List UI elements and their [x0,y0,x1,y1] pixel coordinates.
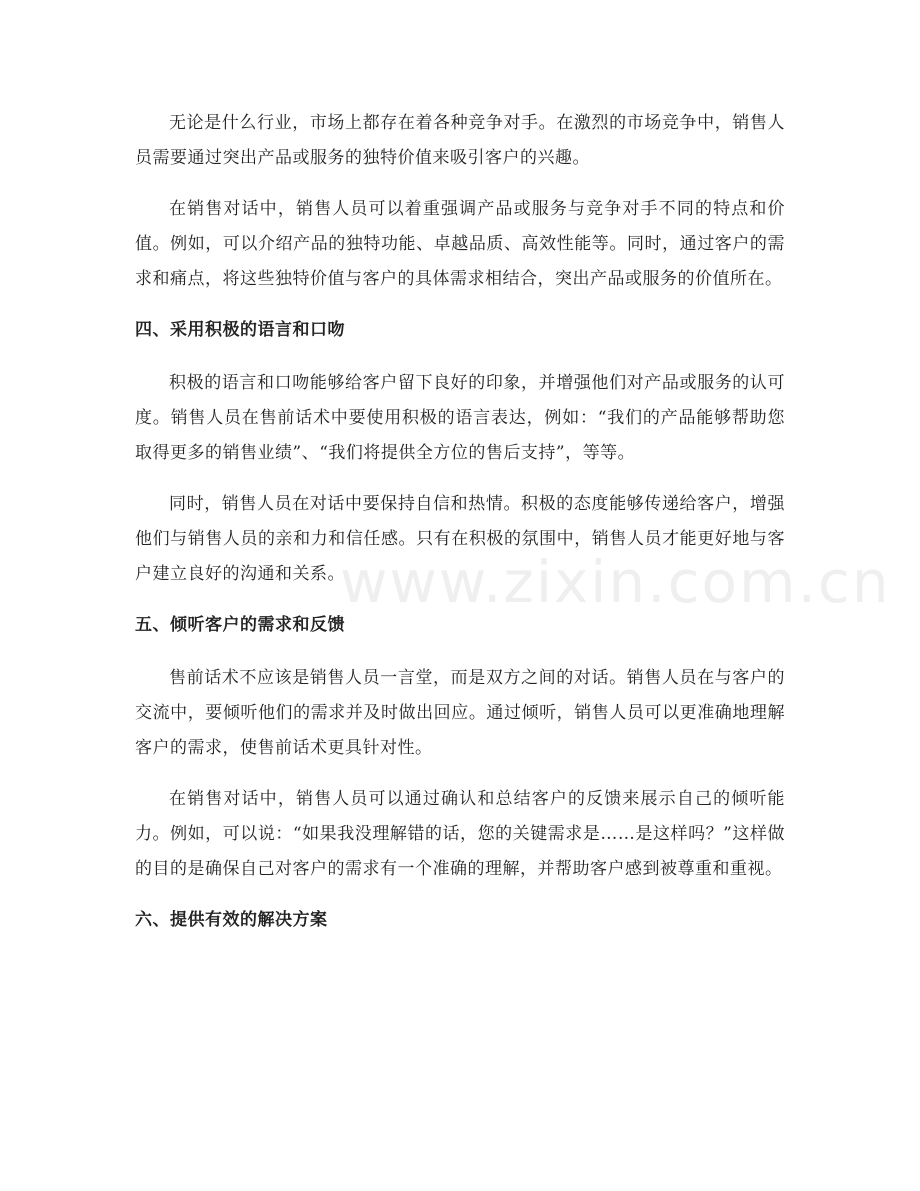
section-heading-4: 四、采用积极的语言和口吻 [135,320,345,340]
section-heading-6: 六、提供有效的解决方案 [135,910,328,930]
paragraph-confidence: 同时，销售人员在对话中要保持自信和热情。积极的态度能够传递给客户，增强他们与销售人员的亲和力和信任感。只有在积极的氛围中，销售人员才能更好地与客户建立良好的沟通和关系。 [135,494,785,584]
document-body [135,106,785,956]
watermark: www.zixin.com.cn [340,548,891,616]
paragraph-confirm-feedback: 在销售对话中，销售人员可以通过确认和总结客户的反馈来展示自己的倾听能力。例如，可以说：“如果我没理解错的话，您的关键需求是……是这样吗？”这样做的目的是确保自己对客户的需求有一个准确的理解，并帮助客户感到被尊重和重视。 [135,789,785,879]
paragraph-highlight-differences: 在销售对话中，销售人员可以着重强调产品或服务与竞争对手不同的特点和价值。例如，可以介绍产品的独特功能、卓越品质、高效性能等。同时，通过客户的需求和痛点，将这些独特价值与客户的具体需求相结合，突出产品或服务的价值所在。 [135,199,785,289]
paragraph-positive-language: 积极的语言和口吻能够给客户留下良好的印象，并增强他们对产品或服务的认可度。销售人员在售前话术中要使用积极的语言表达，例如：“我们的产品能够帮助您取得更多的销售业绩”、“我们将提供全方位的售后支持”，等等。 [135,373,785,463]
paragraph-unique-value: 无论是什么行业，市场上都存在着各种竞争对手。在激烈的市场竞争中，销售人员需要通过突出产品或服务的独特价值来吸引客户的兴趣。 [135,113,785,168]
paragraph-listening: 售前话术不应该是销售人员一言堂，而是双方之间的对话。销售人员在与客户的交流中，要倾听他们的需求并及时做出回应。通过倾听，销售人员可以更准确地理解客户的需求，使售前话术更具针对性。 [135,668,785,758]
section-heading-5: 五、倾听客户的需求和反馈 [135,615,345,635]
